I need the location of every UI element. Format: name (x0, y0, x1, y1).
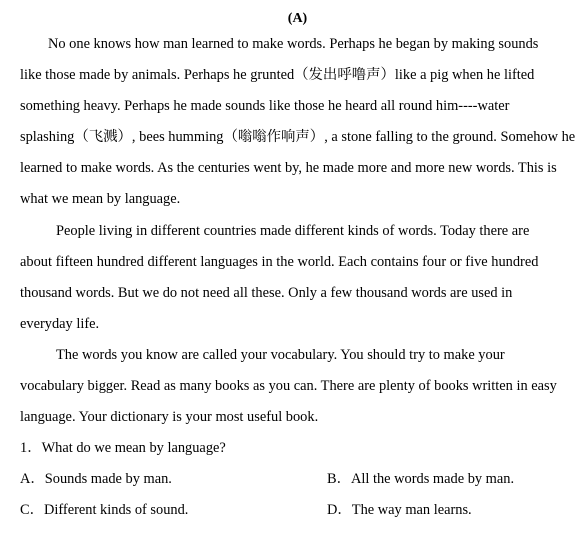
options-row-1 (20, 464, 575, 495)
paragraph-line: thousand words. But we do not need all these. Only a few thousand words are used in (20, 284, 513, 301)
paragraph-1 (20, 29, 575, 216)
paragraph-line: language. Your dictionary is your most useful book. (20, 409, 319, 426)
option-d: D．The way man learns. (327, 502, 472, 519)
option-a: A．Sounds made by man. (20, 471, 172, 488)
paragraph-line: People living in different countries made different kinds of words. Today there are (56, 222, 530, 239)
paragraph-line: something heavy. Perhaps he made sounds like those he heard all round him----water (20, 98, 510, 115)
paragraph-line: learned to make words. As the centuries went by, he made more and more new words. This is (20, 160, 557, 177)
paragraph-line: vocabulary bigger. Read as many books as you can. There are plenty of books written in easy (20, 378, 557, 395)
paragraph-line: The words you know are called your vocabulary. You should try to make your (56, 346, 505, 363)
question-text: 1．What do we mean by language? (20, 440, 226, 457)
option-b: B．All the words made by man. (327, 471, 515, 488)
option-c: C．Different kinds of sound. (20, 502, 189, 519)
paragraph-3 (20, 340, 575, 433)
paragraph-line: like those made by animals. Perhaps he grunted（发出呼噜声）like a pig when he lifted (20, 67, 535, 84)
paragraph-line: splashing（飞溅）, bees humming（嗡嗡作响声）, a stone falling to the ground. Somehow he (20, 129, 576, 146)
paragraph-line: everyday life. (20, 315, 100, 332)
paragraph-2 (20, 216, 575, 340)
paragraph-line: what we mean by language. (20, 191, 181, 208)
passage-title: (A) (287, 11, 308, 26)
paragraph-line: about fifteen hundred different languages in the world. Each contains four or five hundred (20, 253, 539, 270)
paragraph-line: No one knows how man learned to make words. Perhaps he began by making sounds (48, 36, 539, 52)
options-row-2 (20, 495, 575, 526)
